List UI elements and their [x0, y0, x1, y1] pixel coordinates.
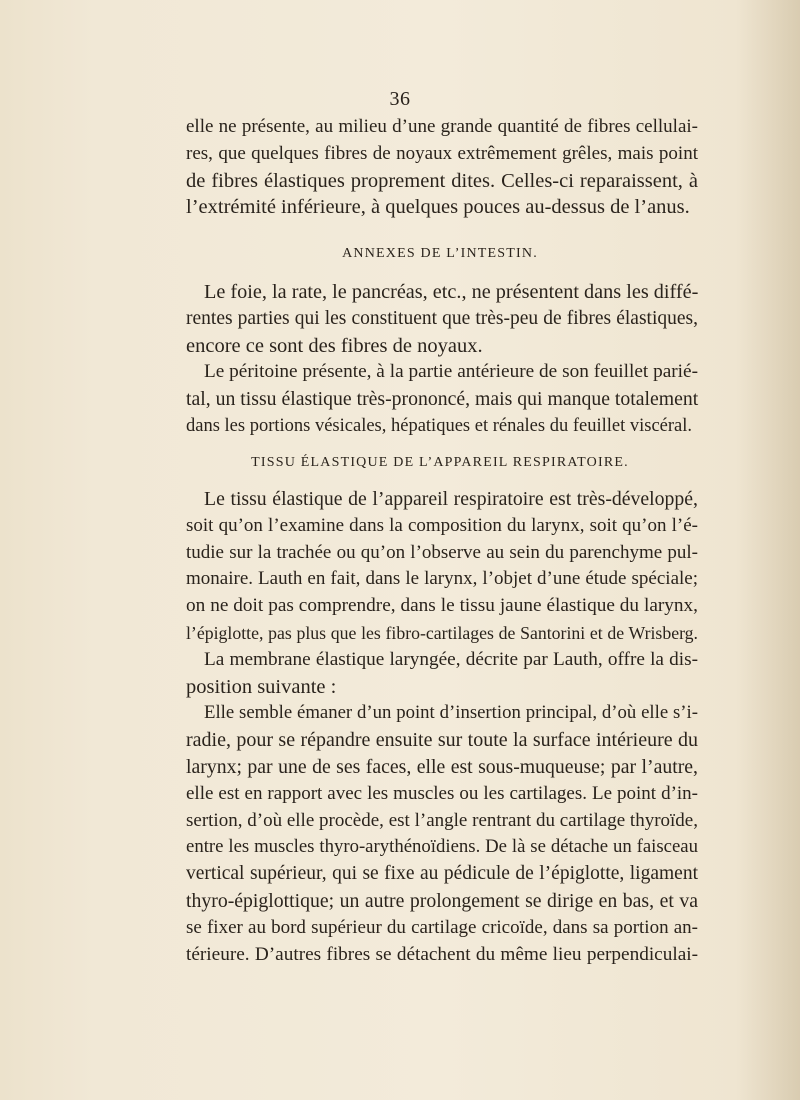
text-line: La membrane élastique laryngée, décrite par Lauth, offre la dis- [204, 648, 698, 670]
text-line: l’épiglotte, pas plus que les fibro-cartilages de Santorini et de Wrisberg. [186, 622, 698, 643]
text-line: elle ne présente, au milieu d’une grande quantité de fibres cellulai- [186, 116, 698, 137]
text-line: Le foie, la rate, le pancréas, etc., ne présentent dans les diffé- [204, 281, 699, 303]
text-line: dans les portions vésicales, hépatiques et rénales du feuillet viscéral. [186, 415, 693, 436]
text-line: larynx; par une de ses faces, elle est sous-muqueuse; par l’autre, [186, 755, 698, 778]
text-line: soit qu’on l’examine dans la composition du larynx, soit qu’on l’é- [186, 514, 698, 536]
section-body-annexes [186, 279, 698, 440]
text-line: monaire. Lauth en fait, dans le larynx, l’objet d’une étude spéciale; [186, 568, 698, 590]
section-body-respiratoire [186, 486, 698, 968]
text-line: radie, pour se répandre ensuite sur toute la surface intérieure du [186, 729, 698, 752]
text-line: encore ce sont des fibres de noyaux. [186, 334, 483, 357]
text-line: de fibres élastiques proprement dites. Celles-ci reparaissent, à [186, 169, 698, 192]
text-line: sertion, d’où elle procède, est l’angle rentrant du cartilage thyroïde, [186, 809, 698, 831]
text-line: tal, un tissu élastique très-prononcé, mais qui manque totalement [186, 388, 699, 411]
text-line: se fixer au bord supérieur du cartilage cricoïde, dans sa portion an- [186, 916, 698, 938]
text-line: res, que quelques fibres de noyaux extrêmement grêles, mais point [186, 142, 698, 164]
text-line: vertical supérieur, qui se fixe au pédicule de l’épiglotte, ligament [186, 863, 698, 885]
text-line: térieure. D’autres fibres se détachent du même lieu perpendiculai- [186, 943, 698, 965]
text-line: rentes parties qui les constituent que très-peu de fibres élastiques, [186, 307, 698, 329]
text-line: Le tissu élastique de l’appareil respiratoire est très-développé, [204, 488, 698, 510]
text-line: thyro-épiglottique; un autre prolongement se dirige en bas, et va [186, 889, 698, 912]
text-line: Elle semble émaner d’un point d’insertion principal, d’où elle s’i- [204, 702, 698, 724]
page-number: 36 [389, 88, 411, 110]
text-line: l’extrémité inférieure, à quelques pouces au-dessus de l’anus. [186, 196, 690, 219]
section-heading-annexes: ANNEXES DE L’INTESTIN. [342, 246, 538, 261]
paragraph-continuation [186, 114, 698, 221]
text-line: on ne doit pas comprendre, dans le tissu jaune élastique du larynx, [186, 595, 698, 617]
text-line: tudie sur la trachée ou qu’on l’observe au sein du parenchyme pul- [186, 541, 698, 563]
section-heading-respiratoire: TISSU ÉLASTIQUE DE L’APPAREIL RESPIRATOIRE. [251, 455, 629, 470]
text-line: position suivante : [186, 675, 337, 698]
text-line: elle est en rapport avec les muscles ou les cartilages. Le point d’in- [186, 782, 698, 804]
text-line: Le péritoine présente, à la partie antérieure de son feuillet parié- [204, 361, 698, 383]
text-line: entre les muscles thyro-arythénoïdiens. De là se détache un faisceau [186, 836, 698, 858]
